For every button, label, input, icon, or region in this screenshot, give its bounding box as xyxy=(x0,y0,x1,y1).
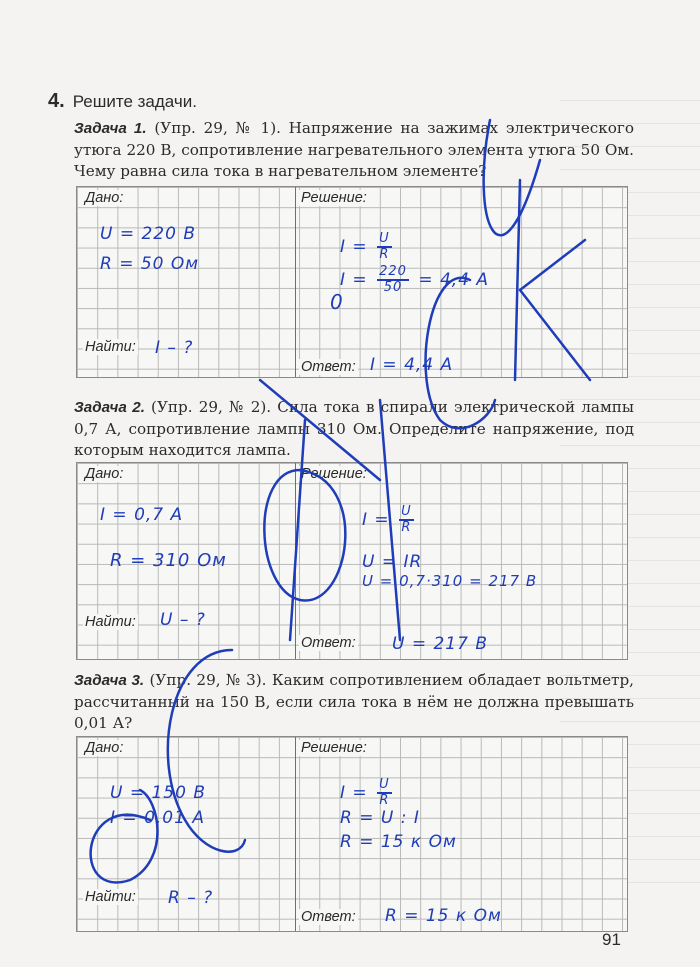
task-3-find-label: Найти: xyxy=(85,889,136,905)
task-3-step: R = U : I xyxy=(340,808,420,828)
calc-result: = 4,4 A xyxy=(418,270,490,290)
numerator: 220 xyxy=(379,264,407,279)
task-2-given-label: Дано: xyxy=(85,466,124,482)
grid-divider xyxy=(295,187,296,377)
calc-left: I = xyxy=(340,270,368,290)
task-2-calc: U = 0,7·310 = 217 В xyxy=(362,572,538,590)
task-3-given-i: I = 0,01 A xyxy=(110,808,205,828)
task-3-given-label: Дано: xyxy=(85,740,124,756)
task-1-given-u: U = 220 В xyxy=(100,224,197,244)
task-2-answer-label: Ответ: xyxy=(301,635,356,651)
section-title: Решите задачи. xyxy=(72,92,197,111)
task-1-answer: I = 4,4 A xyxy=(370,355,454,375)
formula-left: I = xyxy=(362,510,390,530)
task-2-solution-label: Решение: xyxy=(301,466,367,482)
section-heading xyxy=(48,90,197,113)
fraction xyxy=(377,778,392,808)
fraction xyxy=(399,505,414,535)
numerator: U xyxy=(401,504,412,519)
task-3-answer-label: Ответ: xyxy=(301,909,356,925)
grid-divider xyxy=(295,463,296,659)
task-3-title: Задача 3. xyxy=(74,672,145,689)
task-1-body: (Упр. 29, № 1). Напряжение на зажимах электрического утюга 220 В, сопротивление нагревательного элемента утюга 50 Ом. Чему равна сила тока в нагревательном элементе? xyxy=(74,119,635,180)
task-1-text xyxy=(74,118,634,183)
task-3-find: R – ? xyxy=(168,888,214,908)
task-3-body: (Упр. 29, № 3). Каким сопротивлением обладает вольтметр, рассчитанный на 150 В, если сила тока в нём не должна превышать 0,01 А? xyxy=(74,671,635,732)
task-3-text xyxy=(74,670,634,735)
formula-left: I = xyxy=(340,237,368,257)
task-1-answer-label: Ответ: xyxy=(301,359,356,375)
denominator: R xyxy=(379,247,390,262)
task-2-find-label: Найти: xyxy=(85,614,136,630)
task-1-given-r: R = 50 Ом xyxy=(100,254,200,274)
fraction xyxy=(377,232,392,262)
task-1-title: Задача 1. xyxy=(74,120,147,137)
numerator: U xyxy=(379,231,390,246)
task-2-answer: U = 217 В xyxy=(392,634,489,654)
task-1-find: I – ? xyxy=(155,338,194,358)
task-2-given-r: R = 310 Ом xyxy=(110,550,227,571)
task-2-step: U = IR xyxy=(362,552,423,572)
task-1-find-label: Найти: xyxy=(85,339,136,355)
task-1-formula xyxy=(340,232,395,262)
task-3-formula xyxy=(340,778,395,808)
numerator: U xyxy=(379,777,390,792)
task-2-body: (Упр. 29, № 2). Сила тока в спирали электрической лампы 0,7 А, сопротивление лампы 310 Ом. Определите напряжение, под которым находится лампа. xyxy=(74,398,635,459)
page-number: 91 xyxy=(602,930,621,949)
task-1-calc xyxy=(340,265,489,295)
task-3-result: R = 15 к Ом xyxy=(340,832,457,852)
grid-divider xyxy=(295,737,296,931)
task-1-solution-label: Решение: xyxy=(301,190,367,206)
task-1-extra-mark: 0 xyxy=(330,290,344,314)
task-2-title: Задача 2. xyxy=(74,399,145,416)
task-1-given-label: Дано: xyxy=(85,190,124,206)
denominator: 50 xyxy=(383,280,403,295)
fraction xyxy=(377,265,409,295)
task-2-given-i: I = 0,7 A xyxy=(100,505,184,525)
task-2-text xyxy=(74,397,634,462)
task-3-given-u: U = 150 В xyxy=(110,783,207,803)
formula-left: I = xyxy=(340,783,368,803)
task-2-find: U – ? xyxy=(160,610,206,630)
task-3-solution-label: Решение: xyxy=(301,740,367,756)
task-3-answer: R = 15 к Ом xyxy=(385,906,502,926)
denominator: R xyxy=(379,793,390,808)
task-2-formula xyxy=(362,505,417,535)
denominator: R xyxy=(401,520,412,535)
section-number: 4. xyxy=(48,90,65,112)
